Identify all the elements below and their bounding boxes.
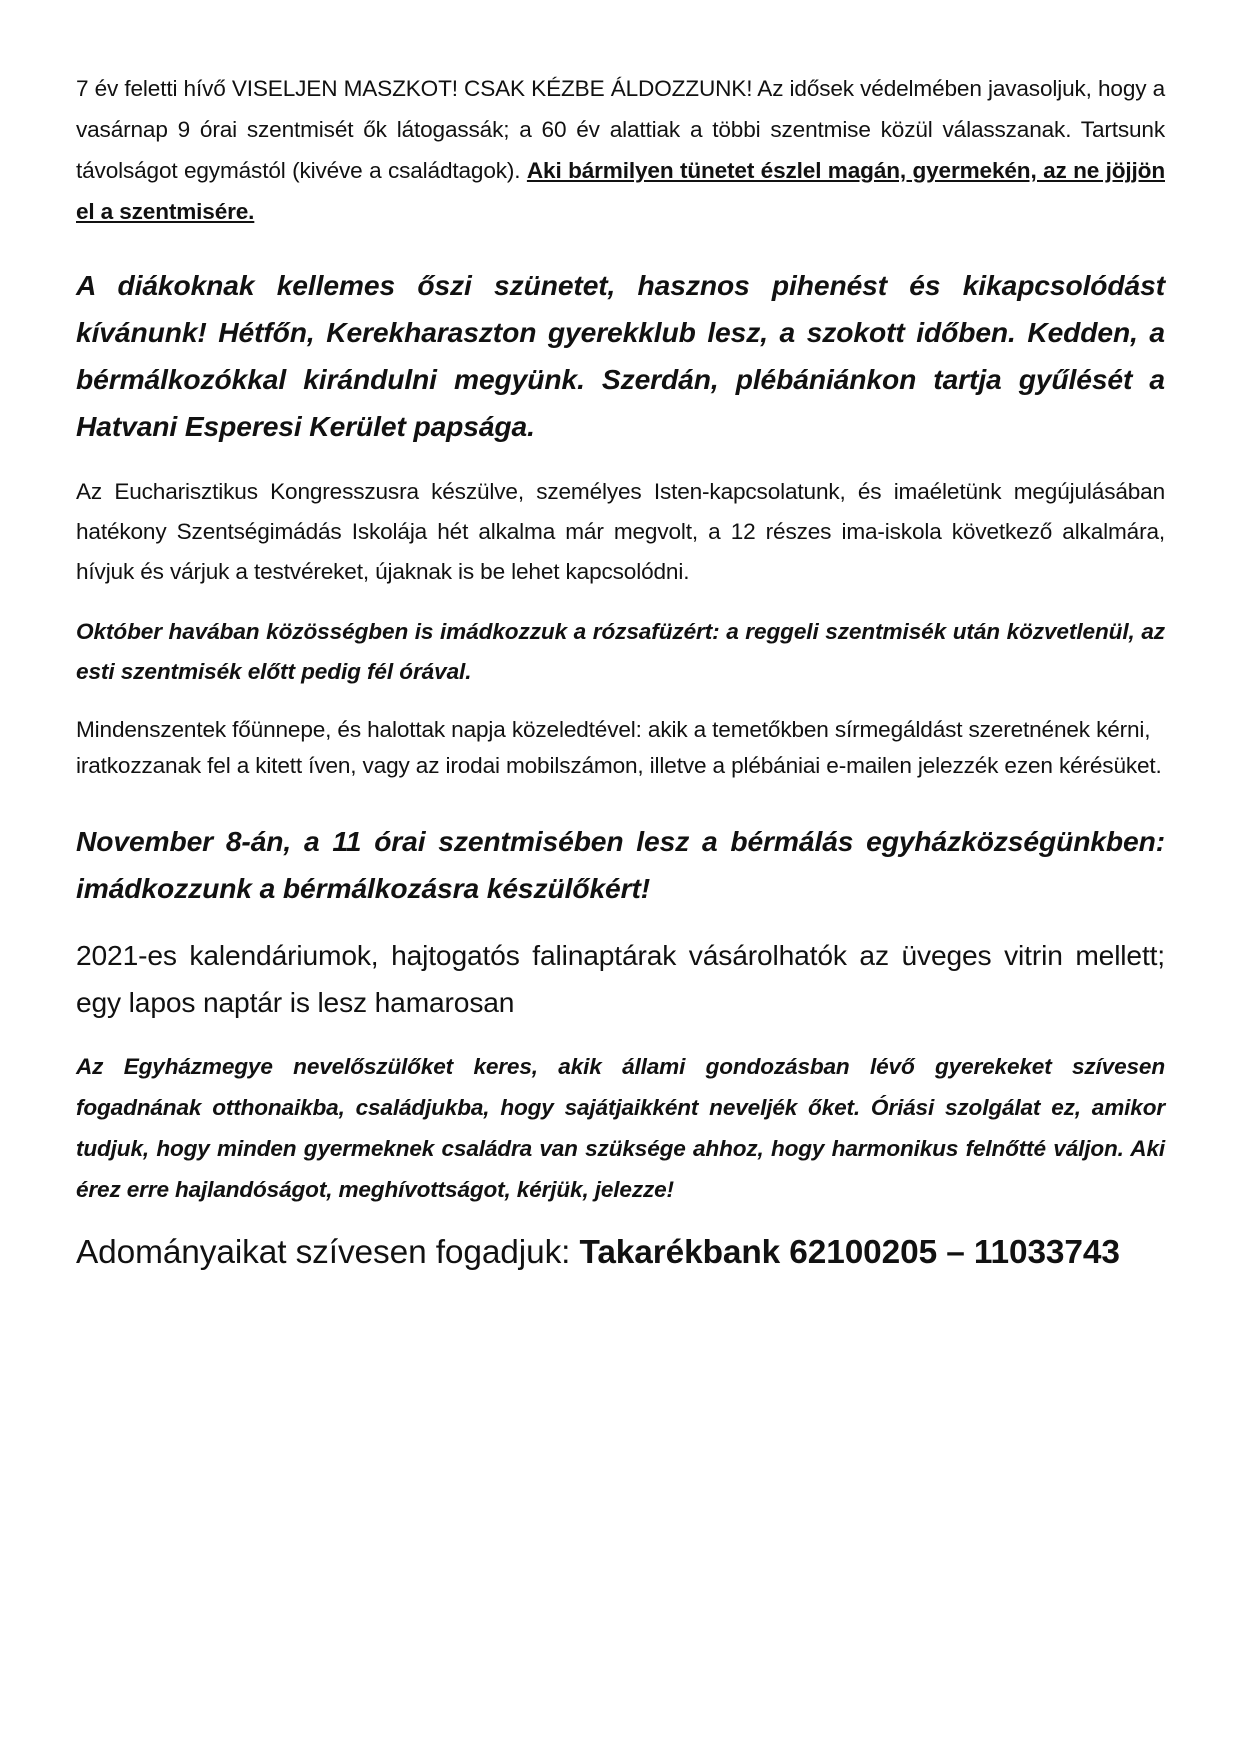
rosary-paragraph: Október havában közösségben is imádkozzuk a rózsafüzért: a reggeli szentmisék után közvetlenül, az esti szentmisék előtt pedig fél órával. [76,619,1165,684]
autumn-break-paragraph: A diákoknak kellemes őszi szünetet, hasznos pihenést és kikapcsolódást kívánunk! Hétfőn, Kerekharaszton gyerekklub lesz, a szokott időben. Kedden, a bérmálkozókkal kirándulni megyünk. Szerdán, plébániánkon tartja gyűlését a Hatvani Esperesi Kerület papsága. [76,269,1165,442]
foster-parents-paragraph: Az Egyházmegye nevelőszülőket keres, akik állami gondozásban lévő gyerekeket szívesen fogadnának otthonaikba, családjukba, hogy sajátjaikként neveljék őket. Óriási szolgálat ez, amikor tudjuk, hogy minden gyermeknek családra van szüksége ahhoz, hogy harmonikus felnőtté váljon. Aki érez erre hajlandóságot, meghívottságot, kérjük, jelezze! [76,1054,1165,1202]
donations-label: Adományaikat szívesen fogadjuk: [76,1234,580,1271]
symptom-warning: Aki bármilyen tünetet észlel magán, gyermekén, az ne jöjjön el a szentmisére. [76,158,1165,224]
donations-paragraph [76,1228,1165,1278]
calendars-paragraph: 2021-es kalendáriumok, hajtogatós falinaptárak vásárolhatók az üveges vitrin mellett; egy lapos naptár is lesz hamarosan [76,939,1165,1018]
all-saints-paragraph: Mindenszentek főünnepe, és halottak napja közeledtével: akik a temetőkben sírmegáldást szeretnének kérni, iratkozzanak fel a kitett íven, vagy az irodai mobilszámon, illetve a plébániai e-mailen jelezzék ezen kérésüket. [76,717,1162,778]
bank-account: Takarékbank 62100205 – 11033743 [579,1234,1120,1271]
mask-notice-paragraph [76,68,1165,232]
document-page [76,68,1165,1278]
confirmation-paragraph: November 8-án, a 11 órai szentmisében lesz a bérmálás egyházközségünkben: imádkozzunk a bérmálkozásra készülőkért! [76,825,1165,904]
mask-notice-text: 7 év feletti hívő VISELJEN MASZKOT! CSAK KÉZBE ÁLDOZZUNK! Az idősek védelmében javasoljuk, hogy a vasárnap 9 órai szentmisét ők látogassák; a 60 év alattiak a többi szentmise közül válasszanak. Tartsunk távolságot egymástól (kivéve a családtagok). [76,76,1165,183]
eucharistic-congress-paragraph: Az Eucharisztikus Kongresszusra készülve, személyes Isten-kapcsolatunk, és imaéletünk megújulásában hatékony Szentségimádás Iskolája hét alkalma már megvolt, a 12 részes ima-iskola következő alkalmára, hívjuk és várjuk a testvéreket, újaknak is be lehet kapcsolódni. [76,479,1165,584]
